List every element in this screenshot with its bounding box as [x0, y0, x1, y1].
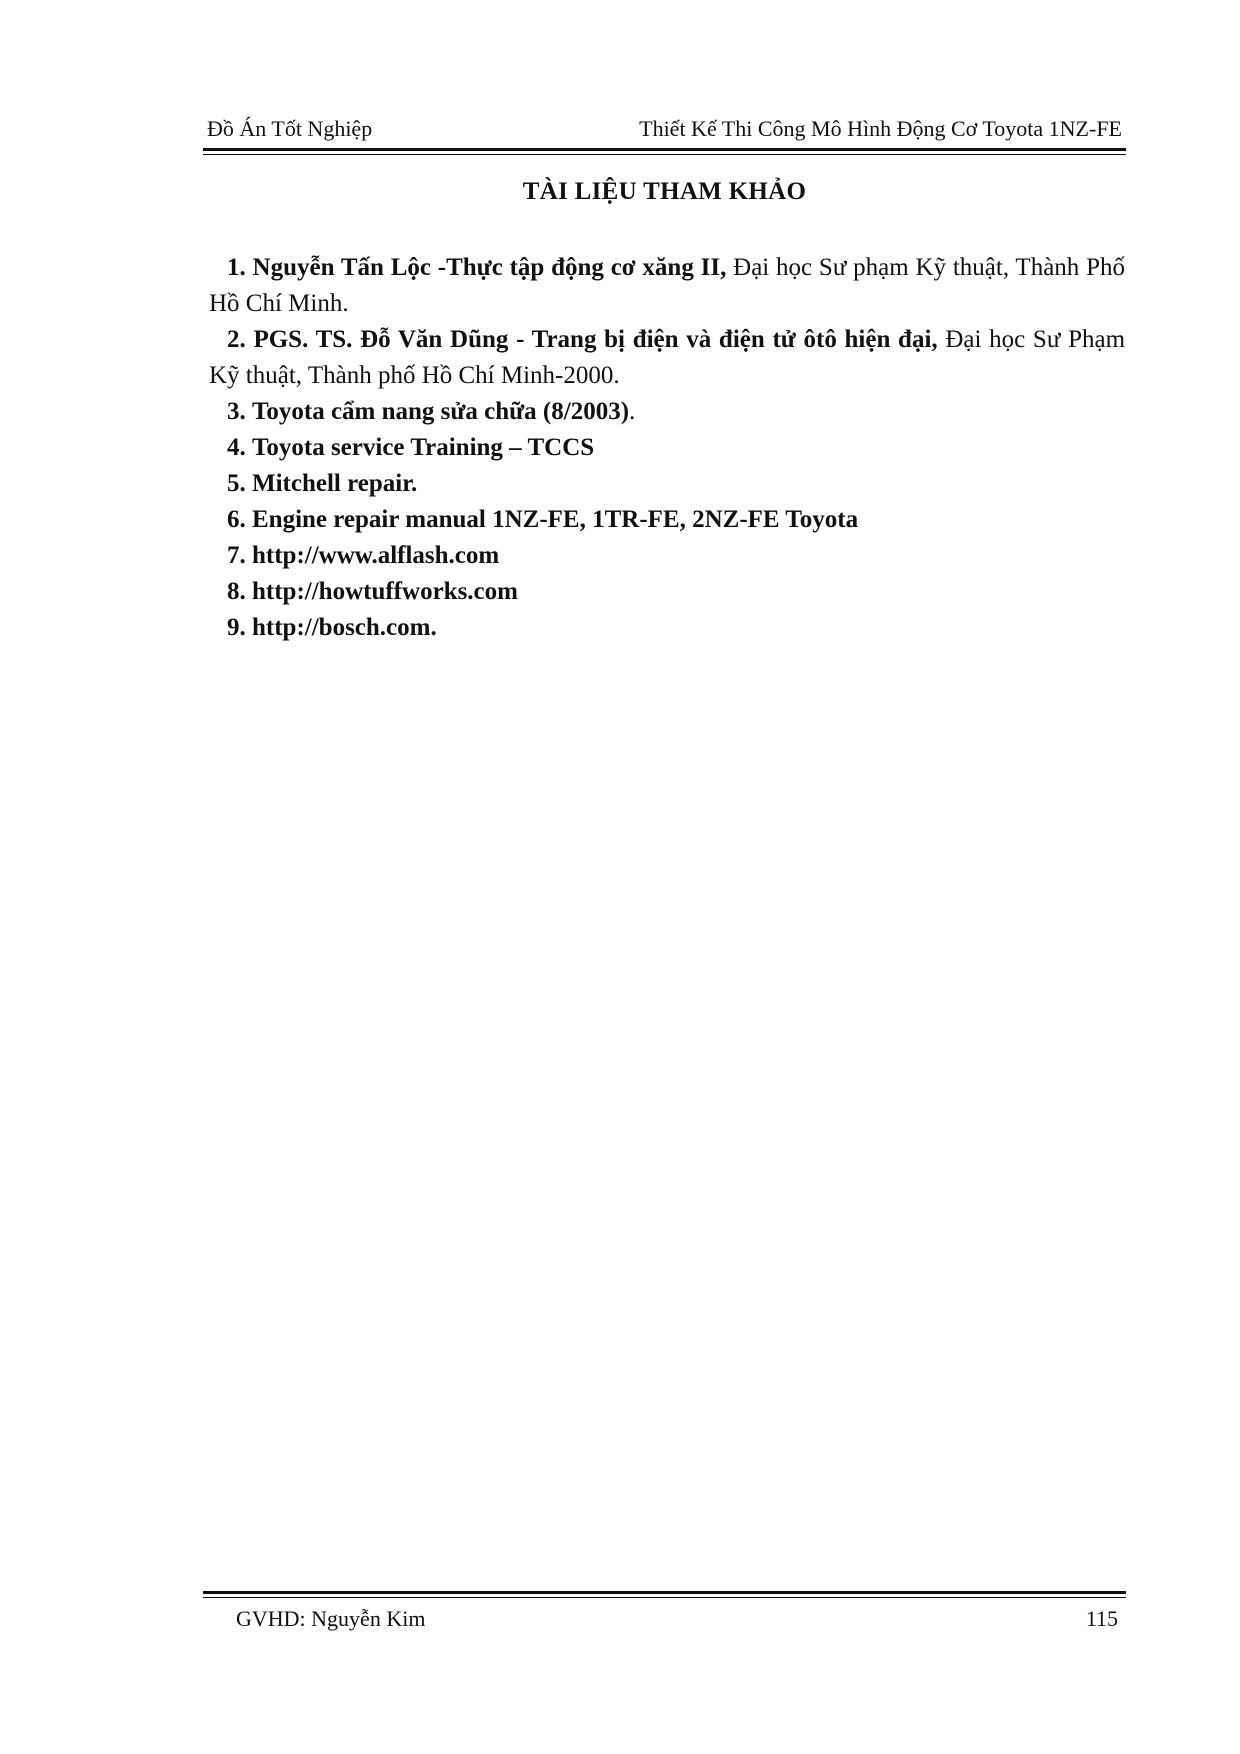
reference-item	[209, 538, 1125, 574]
page-number: 115	[1085, 1606, 1118, 1631]
header-divider-thin	[203, 154, 1126, 155]
header-right-text: Thiết Kế Thi Công Mô Hình Động Cơ Toyota 1NZ-FE	[639, 116, 1122, 141]
reference-number: 4.	[227, 434, 246, 461]
reference-number: 9.	[227, 614, 246, 641]
reference-number: 8.	[227, 578, 246, 605]
page-footer	[203, 1606, 1126, 1638]
reference-link[interactable]: http://www.alflash.com	[252, 542, 500, 569]
reference-item	[209, 574, 1125, 610]
reference-item	[209, 250, 1125, 322]
reference-source: .	[629, 398, 636, 425]
reference-number: 1.	[227, 254, 246, 281]
reference-number: 7.	[227, 542, 246, 569]
reference-number: 5.	[227, 470, 246, 497]
reference-title: Toyota service Training – TCCS	[252, 434, 595, 461]
reference-source: Đại học Sư phạm Kỹ thuật, Thành Phố Hồ Chí Minh.	[209, 254, 1125, 317]
header-divider-thick	[203, 148, 1126, 151]
footer-divider-thin	[203, 1597, 1126, 1598]
footer-advisor: GVHD: Nguyễn Kim	[236, 1606, 426, 1631]
page-header	[203, 116, 1126, 152]
reference-title: Engine repair manual 1NZ-FE, 1TR-FE, 2NZ-FE Toyota	[252, 506, 859, 533]
reference-link[interactable]: http://bosch.com.	[252, 614, 437, 641]
reference-item	[209, 466, 1125, 502]
reference-item	[209, 430, 1125, 466]
header-left-text: Đồ Án Tốt Nghiệp	[207, 116, 373, 141]
footer-divider-thick	[203, 1591, 1126, 1594]
reference-title: PGS. TS. Đỗ Văn Dũng - Trang bị điện và điện tử ôtô hiện đại,	[253, 326, 938, 353]
page-title: TÀI LIỆU THAM KHẢO	[522, 178, 807, 205]
reference-number: 3.	[227, 398, 246, 425]
reference-title: Nguyễn Tấn Lộc -Thực tập động cơ xăng II,	[252, 254, 727, 281]
reference-title: Toyota cẩm nang sửa chữa (8/2003)	[252, 398, 630, 425]
reference-item	[209, 502, 1125, 538]
reference-number: 6.	[227, 506, 246, 533]
reference-item	[209, 394, 1125, 430]
reference-link[interactable]: http://howtuffworks.com	[252, 578, 518, 605]
reference-item	[209, 610, 1125, 646]
reference-title: Mitchell repair.	[252, 470, 418, 497]
reference-source: Đại học Sư Phạm Kỹ thuật, Thành phố Hồ Chí Minh-2000.	[209, 326, 1126, 389]
reference-number: 2.	[227, 326, 246, 353]
reference-item	[209, 322, 1125, 394]
reference-list	[209, 250, 1125, 646]
